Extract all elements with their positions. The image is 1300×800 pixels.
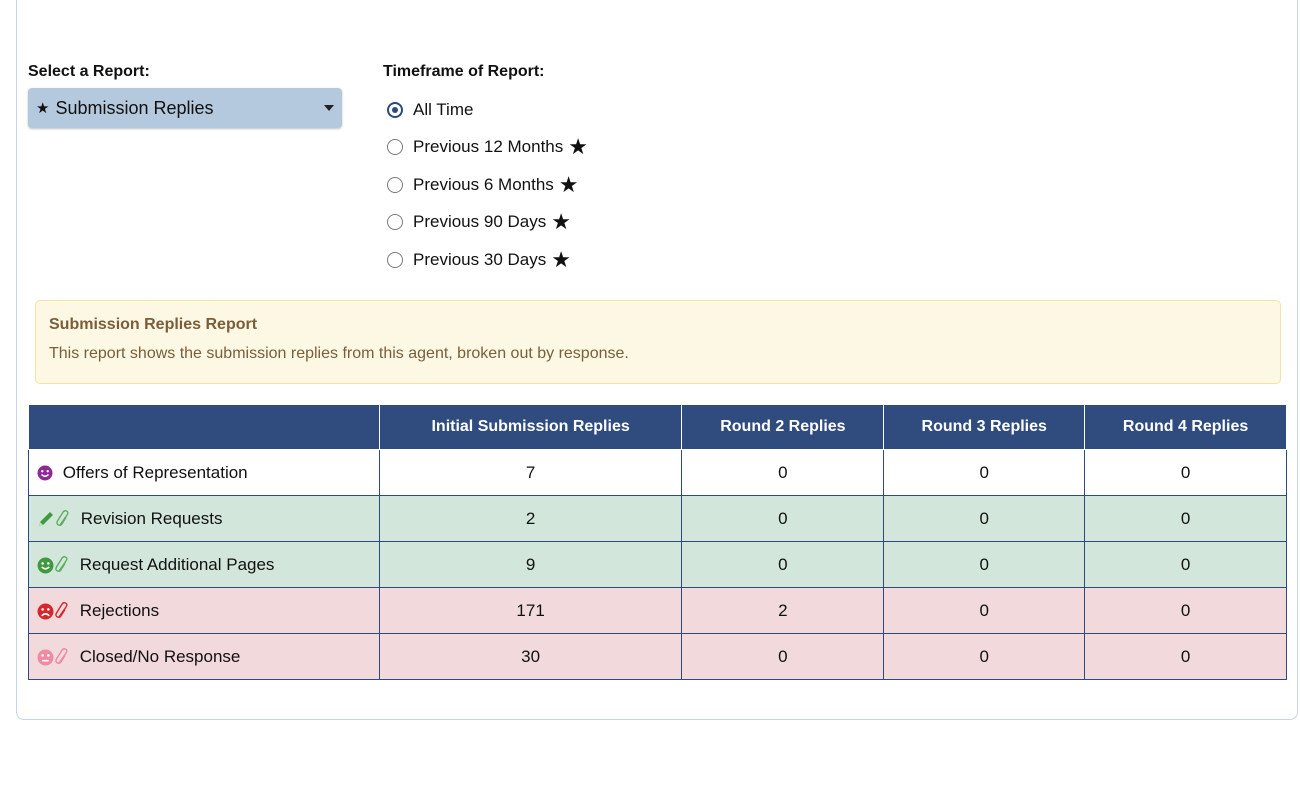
timeframe-option-6-months[interactable] <box>387 166 687 204</box>
paperclip-icon <box>54 648 70 666</box>
table-row <box>29 588 1287 634</box>
select-report-label: Select a Report: <box>28 63 150 80</box>
star-icon: ★ <box>551 246 571 272</box>
timeframe-option-30-days[interactable] <box>387 241 687 279</box>
radio-button[interactable] <box>387 139 403 155</box>
star-icon: ★ <box>36 100 50 117</box>
table-cell: 2 <box>682 588 884 634</box>
red-frown-icon <box>37 603 54 620</box>
paperclip-icon <box>55 510 71 528</box>
timeframe-block <box>383 63 588 272</box>
table-row <box>29 634 1287 680</box>
star-icon: ★ <box>568 134 588 160</box>
paperclip-icon <box>54 602 70 620</box>
table-cell: 0 <box>884 588 1085 634</box>
timeframe-option-12-months[interactable] <box>387 129 687 167</box>
radio-button[interactable] <box>387 177 403 193</box>
radio-button[interactable] <box>387 102 403 118</box>
timeframe-option-all-time[interactable] <box>387 91 687 129</box>
table-header-row <box>29 405 1287 450</box>
table-header: Round 2 Replies <box>682 405 884 450</box>
timeframe-option-label: Previous 30 Days <box>413 249 547 269</box>
row-label-cell <box>29 588 380 634</box>
table-header: Initial Submission Replies <box>379 405 682 450</box>
radio-button[interactable] <box>387 214 403 230</box>
report-select-block <box>28 63 214 118</box>
row-label: Closed/No Response <box>79 646 241 666</box>
row-label: Rejections <box>79 600 160 620</box>
table-cell: 0 <box>682 450 884 496</box>
pink-neutral-icon <box>37 649 54 666</box>
table-cell: 0 <box>682 634 884 680</box>
table-row <box>29 450 1287 496</box>
table-header: Round 4 Replies <box>1085 405 1287 450</box>
table-cell: 0 <box>884 496 1085 542</box>
table-cell: 0 <box>1085 496 1287 542</box>
table-cell: 0 <box>884 450 1085 496</box>
table-cell: 0 <box>682 496 884 542</box>
row-label: Offers of Representation <box>62 462 248 482</box>
pencil-icon <box>37 510 55 528</box>
table-row <box>29 542 1287 588</box>
row-label: Request Additional Pages <box>79 554 275 574</box>
table-cell: 9 <box>379 542 682 588</box>
report-info-box <box>35 300 1281 384</box>
row-label-cell <box>29 634 380 680</box>
table-cell: 0 <box>884 542 1085 588</box>
report-select-value: Submission Replies <box>55 97 214 118</box>
radio-button[interactable] <box>387 252 403 268</box>
paperclip-icon <box>54 556 70 574</box>
table-cell: 0 <box>1085 542 1287 588</box>
chevron-down-icon <box>324 105 334 111</box>
star-icon: ★ <box>558 171 579 197</box>
timeframe-option-label: Previous 6 Months <box>413 174 554 194</box>
table-cell: 7 <box>379 450 682 496</box>
table-header <box>29 405 380 450</box>
info-description: This report shows the submission replies from this agent, broken out by response. <box>49 345 629 362</box>
timeframe-option-label: All Time <box>413 99 474 119</box>
report-select[interactable] <box>28 88 342 128</box>
star-icon: ★ <box>551 209 571 235</box>
table-cell: 171 <box>379 588 682 634</box>
row-label-cell <box>29 496 380 542</box>
table-header: Round 3 Replies <box>884 405 1085 450</box>
table-cell: 0 <box>1085 588 1287 634</box>
table-cell: 0 <box>682 542 884 588</box>
table-cell: 0 <box>884 634 1085 680</box>
table-cell: 30 <box>379 634 682 680</box>
timeframe-radio-group <box>387 91 687 279</box>
table-cell: 0 <box>1085 634 1287 680</box>
purple-smile-icon <box>37 465 53 481</box>
info-title: Submission Replies Report <box>49 316 258 333</box>
table-cell: 2 <box>379 496 682 542</box>
timeframe-option-label: Previous 12 Months <box>413 137 564 157</box>
replies-table <box>28 404 1287 680</box>
row-label: Revision Requests <box>80 508 223 528</box>
row-label-cell <box>29 450 380 496</box>
row-label-cell <box>29 542 380 588</box>
table-row <box>29 496 1287 542</box>
timeframe-option-90-days[interactable] <box>387 204 687 242</box>
green-smile-icon <box>37 557 54 574</box>
table-cell: 0 <box>1085 450 1287 496</box>
timeframe-option-label: Previous 90 Days <box>413 212 547 232</box>
timeframe-label: Timeframe of Report: <box>383 63 545 80</box>
